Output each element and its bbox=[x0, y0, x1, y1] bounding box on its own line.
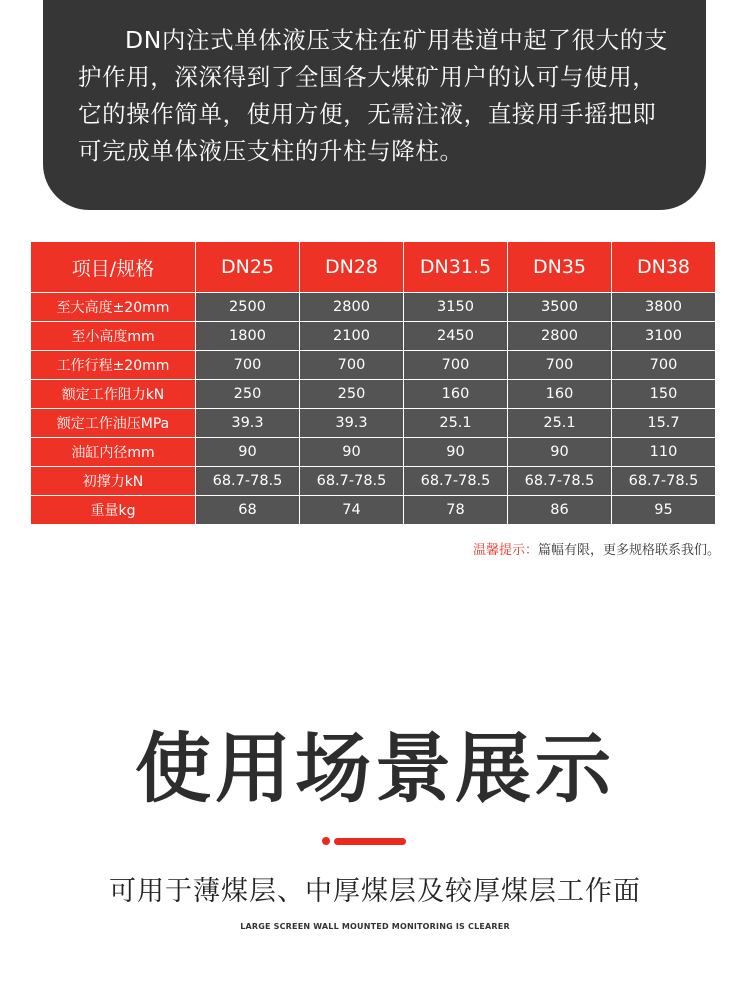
spec-header-item: 项目/规格 bbox=[31, 242, 196, 293]
table-cell: 3500 bbox=[508, 293, 612, 322]
row-label: 额定工作油压MPa bbox=[31, 409, 196, 438]
table-row bbox=[31, 409, 716, 438]
table-cell: 90 bbox=[404, 438, 508, 467]
spec-header-dn25: DN25 bbox=[196, 242, 300, 293]
row-label: 初撑力kN bbox=[31, 467, 196, 496]
table-cell: 2800 bbox=[508, 322, 612, 351]
table-cell: 68.7-78.5 bbox=[300, 467, 404, 496]
table-cell: 2100 bbox=[300, 322, 404, 351]
row-label: 至小高度mm bbox=[31, 322, 196, 351]
table-row bbox=[31, 467, 716, 496]
table-cell: 39.3 bbox=[196, 409, 300, 438]
table-cell: 15.7 bbox=[612, 409, 716, 438]
table-cell: 68.7-78.5 bbox=[404, 467, 508, 496]
table-cell: 78 bbox=[404, 496, 508, 525]
table-cell: 95 bbox=[612, 496, 716, 525]
table-cell: 150 bbox=[612, 380, 716, 409]
table-row bbox=[31, 322, 716, 351]
table-cell: 68 bbox=[196, 496, 300, 525]
table-cell: 700 bbox=[196, 351, 300, 380]
table-cell: 90 bbox=[300, 438, 404, 467]
row-label: 至大高度±20mm bbox=[31, 293, 196, 322]
section-subtitle: 可用于薄煤层、中厚煤层及较厚煤层工作面 bbox=[109, 876, 641, 907]
note-label: 温馨提示： bbox=[472, 543, 538, 558]
table-cell: 2450 bbox=[404, 322, 508, 351]
table-cell: 39.3 bbox=[300, 409, 404, 438]
intro-panel bbox=[43, 0, 706, 210]
table-cell: 3800 bbox=[612, 293, 716, 322]
table-cell: 90 bbox=[508, 438, 612, 467]
spec-header-dn35: DN35 bbox=[508, 242, 612, 293]
table-row bbox=[31, 351, 716, 380]
spec-table bbox=[30, 241, 716, 525]
contact-note bbox=[473, 539, 720, 558]
row-label: 额定工作阻力kN bbox=[31, 380, 196, 409]
intro-text: DN内注式单体液压支柱在矿用巷道中起了很大的支护作用，深深得到了全国各大煤矿用户的认可与使用，它的操作简单，使用方便，无需注液，直接用手摇把即可完成单体液压支柱的升柱与降柱。 bbox=[78, 26, 668, 165]
table-cell: 2500 bbox=[196, 293, 300, 322]
table-cell: 700 bbox=[612, 351, 716, 380]
spec-header-dn31-5: DN31.5 bbox=[404, 242, 508, 293]
title-divider bbox=[322, 837, 406, 845]
table-cell: 250 bbox=[300, 380, 404, 409]
table-row bbox=[31, 438, 716, 467]
section-title: 使用场景展示 bbox=[135, 724, 615, 813]
table-cell: 160 bbox=[404, 380, 508, 409]
table-cell: 110 bbox=[612, 438, 716, 467]
table-cell: 74 bbox=[300, 496, 404, 525]
table-row bbox=[31, 380, 716, 409]
table-cell: 68.7-78.5 bbox=[196, 467, 300, 496]
table-cell: 160 bbox=[508, 380, 612, 409]
spec-header-dn28: DN28 bbox=[300, 242, 404, 293]
spec-header-row bbox=[31, 242, 716, 293]
table-cell: 68.7-78.5 bbox=[508, 467, 612, 496]
table-cell: 86 bbox=[508, 496, 612, 525]
table-cell: 2800 bbox=[300, 293, 404, 322]
table-cell: 1800 bbox=[196, 322, 300, 351]
table-cell: 25.1 bbox=[508, 409, 612, 438]
section-caption: LARGE SCREEN WALL MOUNTED MONITORING IS CLEARER bbox=[240, 922, 510, 931]
table-cell: 250 bbox=[196, 380, 300, 409]
divider-bar bbox=[334, 838, 406, 845]
note-text: 篇幅有限，更多规格联系我们。 bbox=[537, 543, 720, 558]
divider-dot bbox=[322, 837, 330, 845]
table-cell: 700 bbox=[508, 351, 612, 380]
table-cell: 700 bbox=[300, 351, 404, 380]
table-cell: 90 bbox=[196, 438, 300, 467]
table-cell: 700 bbox=[404, 351, 508, 380]
row-label: 油缸内径mm bbox=[31, 438, 196, 467]
table-cell: 68.7-78.5 bbox=[612, 467, 716, 496]
row-label: 工作行程±20mm bbox=[31, 351, 196, 380]
table-cell: 25.1 bbox=[404, 409, 508, 438]
row-label: 重量kg bbox=[31, 496, 196, 525]
spec-header-dn38: DN38 bbox=[612, 242, 716, 293]
table-row bbox=[31, 496, 716, 525]
table-cell: 3100 bbox=[612, 322, 716, 351]
table-cell: 3150 bbox=[404, 293, 508, 322]
table-row bbox=[31, 293, 716, 322]
